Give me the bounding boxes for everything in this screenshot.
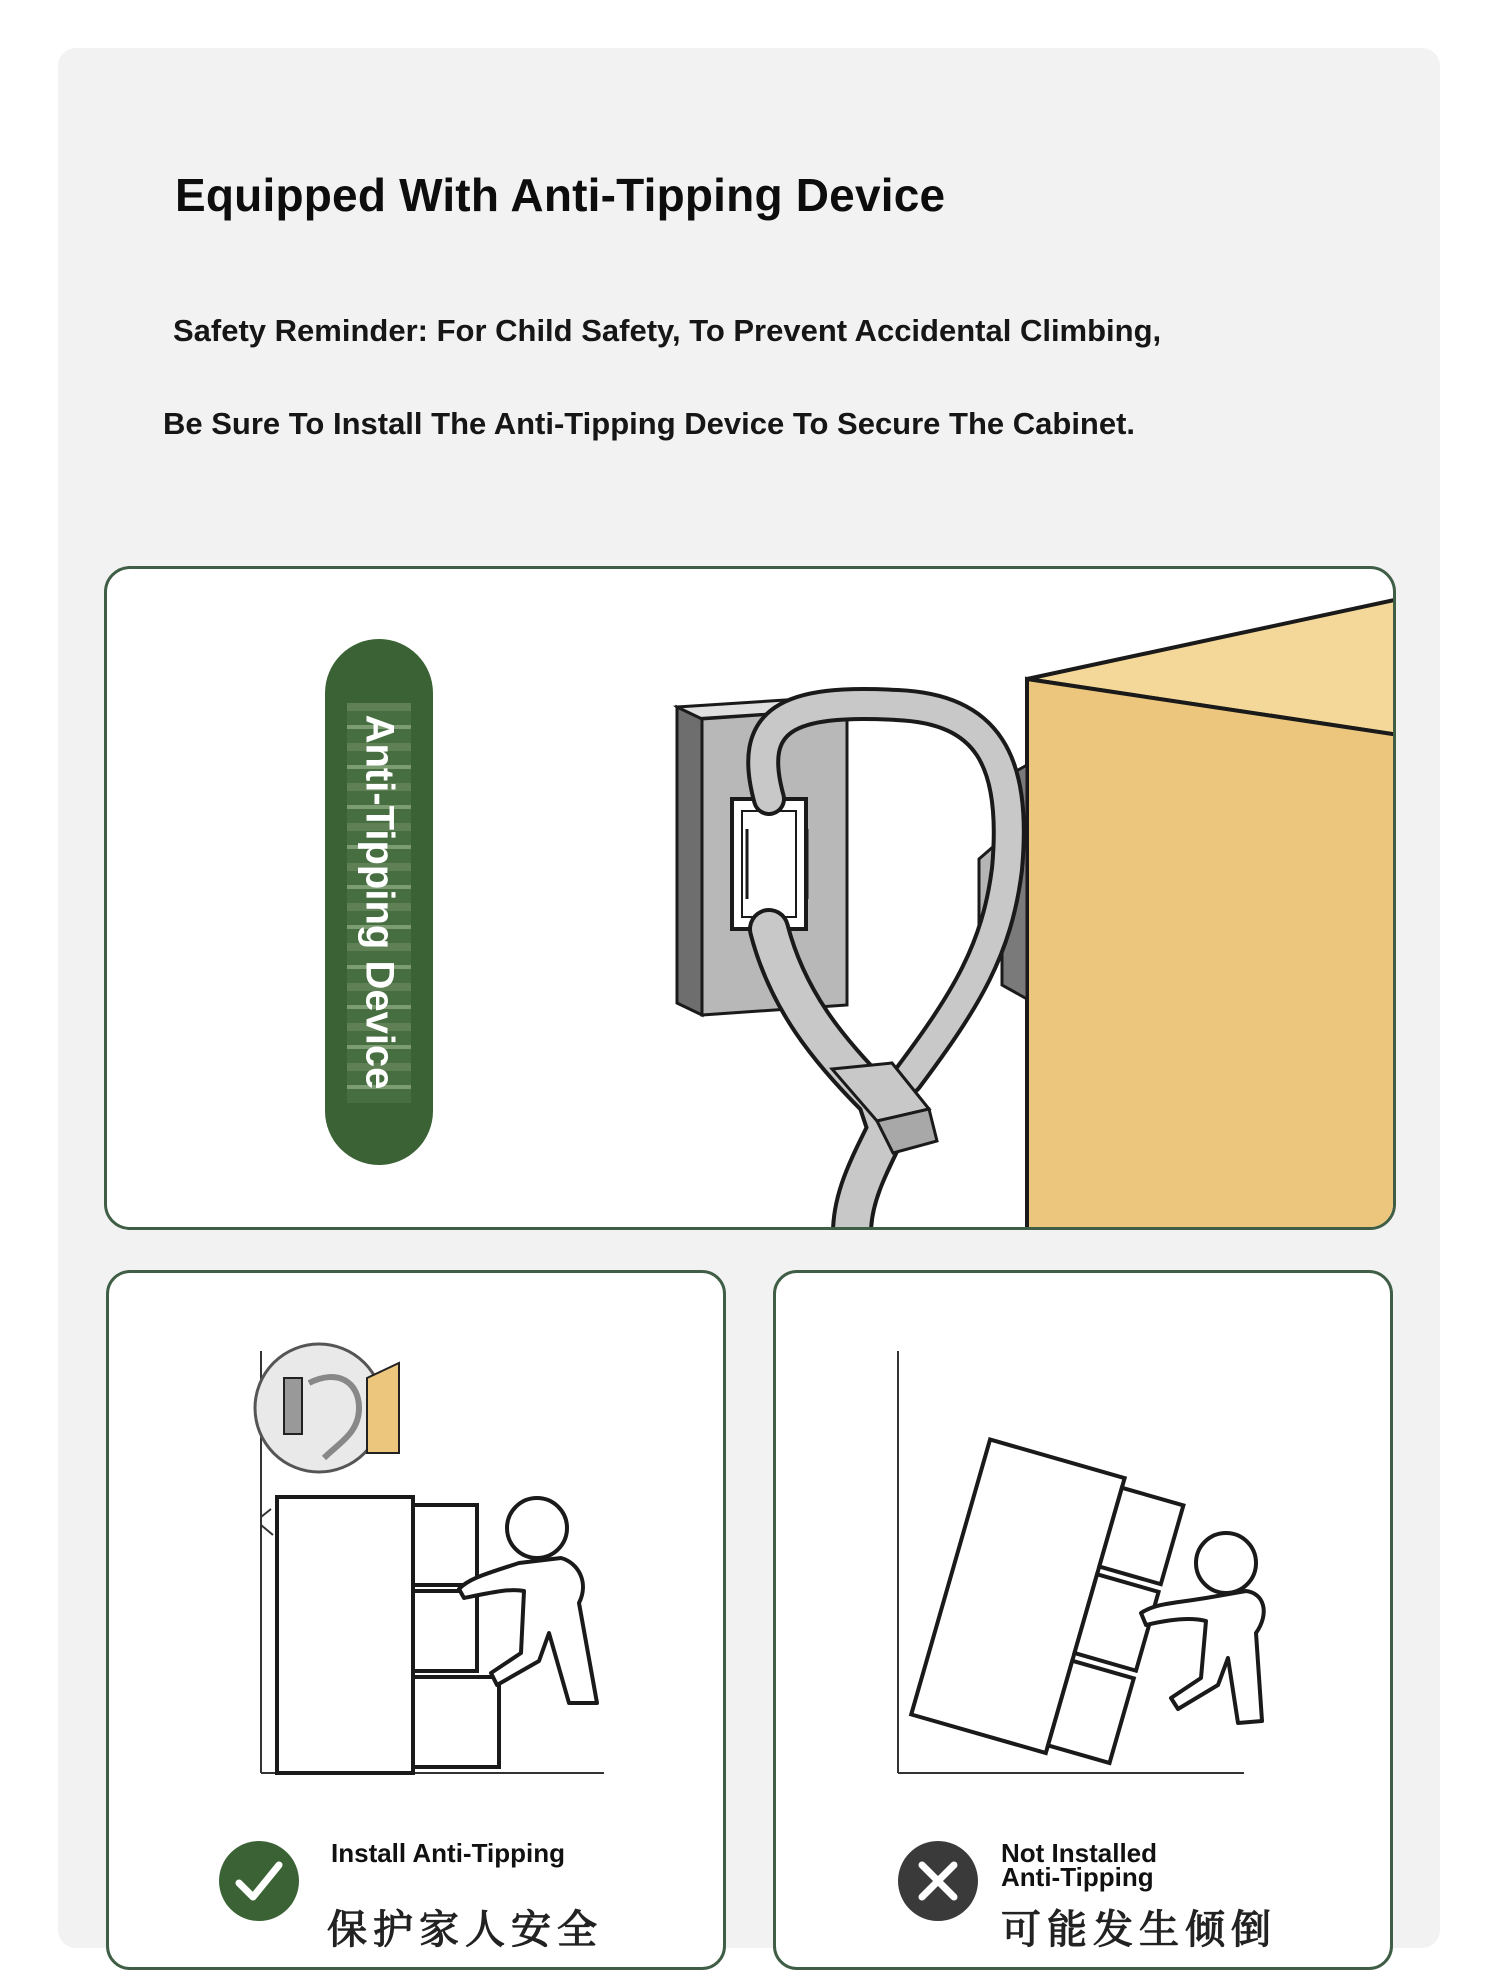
safety-reminder-line-1: Safety Reminder: For Child Safety, To Prevent Accidental Climbing, (173, 313, 1162, 348)
x-icon (898, 1841, 978, 1921)
tilted-cabinet (911, 1440, 1186, 1771)
cabinet-body (277, 1497, 413, 1773)
check-circle-icon (219, 1841, 299, 1921)
safety-reminder-line-2: Be Sure To Install The Anti-Tipping Device To Secure The Cabinet. (163, 406, 1136, 441)
not-installed-caption: 可能发生倾倒 (1001, 1907, 1277, 1953)
cabinet-side-face (1027, 679, 1396, 1230)
not-installed-label (1001, 1838, 1201, 1892)
child-head (507, 1498, 567, 1558)
installed-label: Install Anti-Tipping (331, 1838, 565, 1868)
wall-bracket-side (677, 707, 702, 1015)
detail-inset (255, 1344, 383, 1472)
not-installed-label-line-2: Anti-Tipping (1001, 1862, 1154, 1892)
page-title: Equipped With Anti-Tipping Device (175, 169, 946, 221)
device-label: Anti-Tipping Device (357, 714, 402, 1090)
not-installed-example-card (773, 1270, 1393, 1970)
installed-example-card (106, 1270, 726, 1970)
not-installed-label-line-1: Not Installed (1001, 1838, 1158, 1868)
device-illustration-card (104, 566, 1396, 1230)
installed-caption: 保护家人安全 (327, 1907, 603, 1953)
x-circle-icon (898, 1841, 978, 1921)
anti-tipping-strap-illustration (107, 569, 1396, 1230)
child-body (1141, 1591, 1264, 1723)
child-head (1196, 1533, 1256, 1593)
check-icon (219, 1841, 299, 1921)
